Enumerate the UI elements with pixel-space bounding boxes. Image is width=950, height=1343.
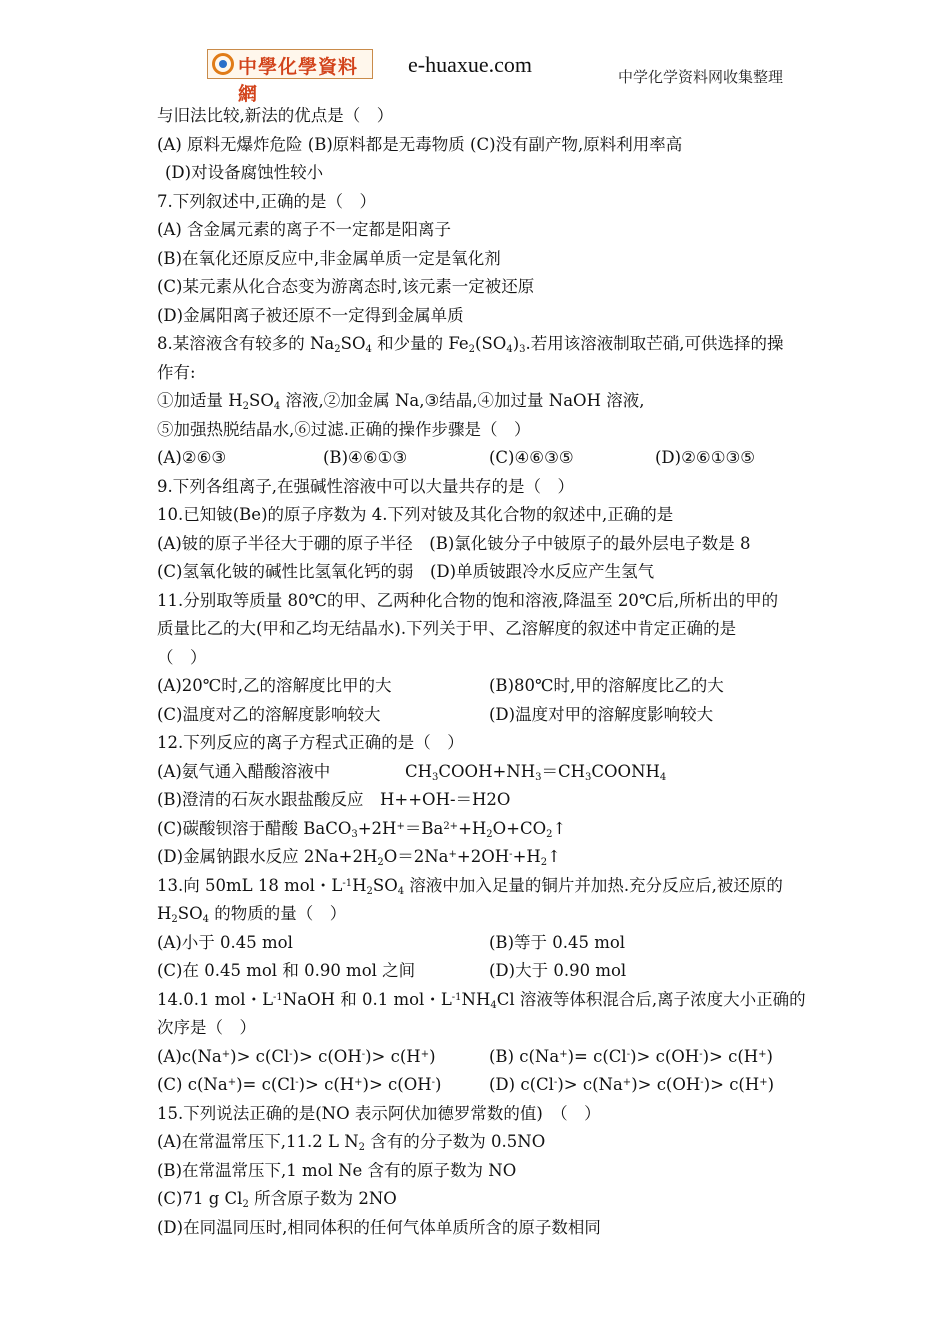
- q11-stem-line1: 11.分别取等质量 80℃的甲、乙两种化合物的饱和溶液,降温至 20℃后,所析出的甲的: [157, 590, 779, 610]
- superscript: -: [553, 1077, 558, 1088]
- subscript: 2: [546, 828, 553, 840]
- q14-b-text: )> c(OH: [630, 1046, 700, 1066]
- q14-option-a: [157, 1043, 489, 1072]
- q13-text: H: [352, 875, 367, 895]
- collect-note: 中学化学资料网收集整理: [618, 68, 784, 86]
- q13-option-a: (A)小于 0.45 mol: [157, 932, 293, 952]
- subscript: 2: [540, 857, 548, 868]
- subscript: 2: [486, 828, 493, 840]
- q13-option-b: (B)等于 0.45 mol: [489, 932, 626, 952]
- superscript: -: [295, 1077, 299, 1088]
- superscript: -: [626, 1048, 631, 1060]
- q14-c-text: )> c(OH: [362, 1075, 432, 1094]
- q15-option-c: [157, 1185, 857, 1214]
- site-url: e-huaxue.com: [408, 52, 532, 77]
- equation-text: O＝2Na: [383, 847, 449, 866]
- q13-option-c: (C)在 0.45 mol 和 0.90 mol 之间: [157, 961, 416, 980]
- q14-d-text: )> c(OH: [631, 1075, 701, 1094]
- subscript: 2: [334, 344, 341, 355]
- q12-option-c: [157, 815, 857, 844]
- q14-b-text: (B) c(Na: [489, 1046, 560, 1066]
- site-logo: [207, 49, 373, 105]
- q8-option-d: (D)②⑥①③⑤: [655, 448, 756, 467]
- q6-stem: 与旧法比较,新法的优点是（ ）: [157, 106, 394, 125]
- q14-text: Cl 溶液等体积混合后,离子浓度大小正确的: [496, 989, 806, 1009]
- subscript: 4: [365, 344, 372, 355]
- q14-text: 14.0.1 mol・L: [157, 989, 274, 1009]
- q14-c-text: ): [435, 1075, 442, 1094]
- superscript: +: [420, 1048, 430, 1060]
- equation-text: (D)金属钠跟水反应 2Na+2H: [157, 847, 378, 866]
- q14-option-b: [489, 1043, 773, 1072]
- q15-option-b: (B)在常温常压下,1 mol Ne 含有的原子数为 NO: [157, 1160, 517, 1180]
- q8-text: 和少量的 Fe: [371, 334, 469, 353]
- q13-text: SO: [177, 904, 203, 923]
- q6-options-abc: (A) 原料无爆炸危险 (B)原料都是无毒物质 (C)没有副产物,原料利用率高: [157, 134, 683, 154]
- q14-c-text: (C) c(Na: [157, 1075, 228, 1094]
- q10-options-cd: (C)氢氧化铍的碱性比氢氧化钙的弱 (D)单质铍跟冷水反应产生氢气: [157, 562, 655, 581]
- q13-option-d: (D)大于 0.90 mol: [489, 961, 627, 980]
- q8-text: SO: [249, 391, 274, 410]
- equation-text: CH: [405, 761, 433, 781]
- q8-text: SO: [340, 334, 366, 353]
- subscript: 4: [273, 401, 281, 412]
- equation-text: (C)碳酸钡溶于醋酸 BaCO: [157, 818, 352, 838]
- subscript: 4: [506, 344, 513, 355]
- q12-option-d: [157, 843, 857, 872]
- superscript: +: [758, 1048, 767, 1060]
- superscript: +: [221, 1048, 231, 1060]
- q7-option-c: (C)某元素从化合态变为游离态时,该元素一定被还原: [157, 277, 535, 296]
- superscript: +: [622, 1077, 632, 1088]
- q14-a-text: )> c(Cl: [230, 1046, 290, 1066]
- q8-text: .若用该溶液制取芒硝,可供选择的操: [525, 334, 784, 353]
- q8-text: ①加适量 H: [157, 391, 243, 410]
- q14-d-text: ): [767, 1075, 775, 1094]
- gas-arrow-icon: ↑: [547, 847, 561, 866]
- subscript: 2: [366, 885, 373, 897]
- subscript: 3: [519, 344, 526, 355]
- superscript: -1: [342, 877, 353, 889]
- superscript: -: [361, 1048, 366, 1060]
- q14-c-text: )> c(H: [298, 1075, 355, 1094]
- q13-options-cd: [157, 957, 857, 986]
- q13-text: 13.向 50mL 18 mol・L: [157, 875, 343, 895]
- subscript: 2: [358, 1142, 366, 1153]
- superscript: +: [448, 849, 457, 860]
- superscript: -1: [451, 991, 462, 1003]
- q8-operations-line2: ⑤加强热脱结晶水,⑥过滤.正确的操作步骤是（ ）: [157, 419, 531, 439]
- q11-option-d: (D)温度对甲的溶解度影响较大: [489, 704, 714, 724]
- logo-emblem-icon: [212, 53, 234, 75]
- q15-option-d: (D)在同温同压时,相同体积的任何气体单质所含的原子数相同: [157, 1217, 601, 1237]
- q11-options-ab: [157, 672, 857, 701]
- q14-stem-line2: 次序是（ ）: [157, 1018, 256, 1037]
- superscript: +: [759, 1077, 768, 1088]
- q14-options-ab: [157, 1043, 857, 1072]
- q11-option-a: (A)20℃时,乙的溶解度比甲的大: [157, 676, 392, 695]
- q8-text: 溶液,②加金属 Na,③结晶,④加过量 NaOH 溶液,: [280, 391, 645, 410]
- q14-d-text: (D) c(Cl: [489, 1075, 554, 1094]
- q14-b-text: )> c(H: [702, 1046, 759, 1066]
- q14-option-c: [157, 1071, 489, 1100]
- q14-options-cd: [157, 1071, 857, 1100]
- q12-option-a: [157, 758, 857, 787]
- q14-a-text: )> c(H: [365, 1046, 421, 1066]
- document-body: [157, 102, 857, 1242]
- superscript: 2+: [443, 820, 459, 832]
- q15-a-text: 含有的分子数为 0.5NO: [365, 1132, 546, 1151]
- subscript: 3: [432, 771, 439, 783]
- q14-a-text: ): [429, 1046, 436, 1066]
- q7-option-a: (A) 含金属元素的离子不一定都是阳离子: [157, 220, 452, 239]
- equation-text: +2OH: [456, 847, 510, 866]
- q13-text: H: [157, 904, 172, 923]
- gas-arrow-icon: ↑: [552, 818, 567, 838]
- q8-text: 8.某溶液含有较多的 Na: [157, 334, 335, 353]
- q12-stem: 12.下列反应的离子方程式正确的是（ ）: [157, 733, 464, 752]
- q13-options-ab: [157, 929, 857, 958]
- q7-stem: 7.下列叙述中,正确的是（ ）: [157, 191, 376, 211]
- q15-a-text: (A)在常温常压下,11.2 L N: [157, 1132, 359, 1151]
- q14-b-text: ): [766, 1046, 773, 1066]
- equation-text: COOH+NH: [438, 761, 536, 781]
- superscript: -: [700, 1077, 704, 1088]
- q13-text: 的物质的量（ ）: [208, 904, 347, 923]
- q14-b-text: )= c(Cl: [567, 1046, 627, 1066]
- superscript: +: [227, 1077, 237, 1088]
- q8-options: [157, 444, 857, 473]
- superscript: +: [396, 820, 405, 832]
- q12-a-label: (A)氨气通入醋酸溶液中: [157, 761, 331, 781]
- superscript: +: [354, 1077, 363, 1088]
- q10-options-ab: (A)铍的原子半径大于硼的原子半径 (B)氯化铍分子中铍原子的最外层电子数是 8: [157, 533, 751, 553]
- q8-stem-line1: [157, 330, 857, 359]
- q15-option-a: [157, 1128, 857, 1157]
- superscript: -: [699, 1048, 703, 1060]
- q11-option-c: (C)温度对乙的溶解度影响较大: [157, 704, 381, 724]
- subscript: 2: [242, 401, 250, 412]
- superscript: -1: [273, 991, 283, 1003]
- q15-stem: 15.下列说法正确的是(NO 表示阿伏加德罗常数的值) （ ）: [157, 1103, 601, 1123]
- page-header: [0, 0, 950, 105]
- subscript: 3: [535, 771, 542, 783]
- q14-a-text: )> c(OH: [292, 1046, 362, 1066]
- q14-text: NaOH 和 0.1 mol・L: [282, 989, 452, 1009]
- subscript: 4: [659, 771, 667, 783]
- subscript: 2: [171, 914, 178, 925]
- q11-stem-line3: （ ）: [157, 647, 207, 667]
- equation-text: +2H: [357, 818, 397, 838]
- equation-text: COONH: [591, 761, 660, 781]
- subscript: 3: [351, 828, 358, 840]
- q14-option-d: [489, 1071, 774, 1100]
- q8-stem-line2: 作有:: [157, 362, 196, 382]
- superscript: -: [431, 1077, 436, 1088]
- q9-stem: 9.下列各组离子,在强碱性溶液中可以大量共存的是（ ）: [157, 476, 574, 496]
- q13-stem-line2: [157, 900, 857, 929]
- q7-option-d: (D)金属阳离子被还原不一定得到金属单质: [157, 305, 464, 325]
- subscript: 4: [397, 885, 405, 897]
- q11-option-b: (B)80℃时,甲的溶解度比乙的大: [489, 676, 724, 695]
- equation-text: +H: [512, 847, 541, 866]
- q8-text: (SO: [475, 334, 507, 353]
- q14-d-text: )> c(Na: [557, 1075, 623, 1094]
- q8-option-c: (C)④⑥③⑤: [489, 448, 574, 467]
- q14-c-text: )= c(Cl: [236, 1075, 296, 1094]
- superscript: -: [289, 1048, 293, 1060]
- q13-stem-line1: [157, 872, 857, 901]
- q14-a-text: (A)c(Na: [157, 1046, 222, 1066]
- superscript: +: [559, 1048, 568, 1060]
- q14-d-text: )> c(H: [703, 1075, 760, 1094]
- q14-stem-line1: [157, 986, 857, 1015]
- q15-c-text: (C)71 g Cl: [157, 1189, 243, 1208]
- subscript: 2: [242, 1199, 249, 1210]
- q10-stem: 10.已知铍(Be)的原子序数为 4.下列对铍及其化合物的叙述中,正确的是: [157, 505, 674, 524]
- q13-text: 溶液中加入足量的铜片并加热.充分反应后,被还原的: [404, 875, 783, 895]
- q8-text: ): [512, 334, 520, 353]
- subscript: 4: [202, 914, 209, 925]
- q15-c-text: 所含原子数为 2NO: [248, 1189, 397, 1208]
- subscript: 2: [377, 857, 384, 868]
- q8-option-a: (A)②⑥③: [157, 448, 227, 467]
- q6-option-d: (D)对设备腐蚀性较小: [165, 163, 324, 182]
- equation-text: ＝CH: [541, 761, 586, 781]
- equation-text: ＝Ba: [404, 818, 444, 838]
- q11-stem-line2: 质量比乙的大(甲和乙均无结晶水).下列关于甲、乙溶解度的叙述中肯定正确的是: [157, 619, 737, 638]
- q12-option-b: (B)澄清的石灰水跟盐酸反应 H++OH-＝H2O: [157, 790, 511, 809]
- q11-options-cd: [157, 701, 857, 730]
- equation-text: +H: [458, 818, 487, 838]
- subscript: 4: [490, 999, 497, 1011]
- subscript: 3: [585, 771, 592, 783]
- q7-option-b: (B)在氧化还原反应中,非金属单质一定是氧化剂: [157, 248, 501, 268]
- q8-operations-line1: [157, 387, 857, 416]
- q13-text: SO: [372, 875, 398, 895]
- q8-option-b: (B)④⑥①③: [323, 448, 408, 467]
- logo-text: 中學化學資料網: [238, 56, 359, 105]
- superscript: -: [509, 849, 513, 860]
- subscript: 2: [468, 344, 476, 355]
- q14-text: NH: [461, 989, 491, 1009]
- equation-text: O+CO: [492, 818, 547, 838]
